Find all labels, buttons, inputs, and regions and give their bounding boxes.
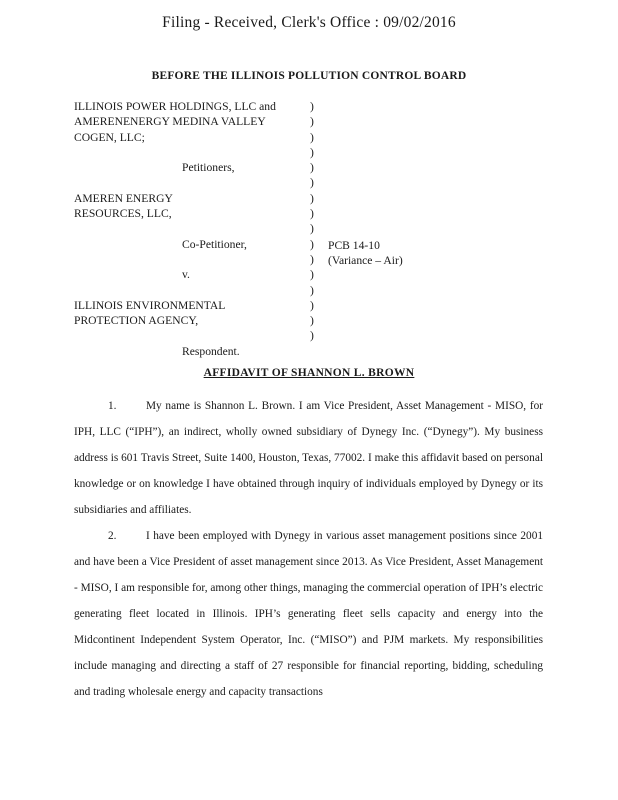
case-caption-parties [74,99,314,359]
case-type: (Variance – Air) [328,254,403,268]
case-number: PCB 14-10 [328,239,380,252]
paren: ) [310,130,314,144]
petitioners-line-2: AMERENENERGY MEDINA VALLEY [74,115,266,129]
paren: ) [310,268,314,282]
filing-stamp: Filing - Received, Clerk's Office : 09/02/2016 [162,14,456,31]
respondent-line-2: PROTECTION AGENCY, [74,314,199,328]
paragraph-text: I have been employed with Dynegy in various asset management positions since 2001 and have been a Vice President of asset management since 2013. As Vice President, Asset Management - MISO, I am responsible for, among other things, managing the commercial operation of IPH’s electric generating fleet located in Illinois. IPH’s generating fleet sells capacity and energy into the Midcontinent Independent System Operator, Inc. (“MISO”) and PJM markets. My responsibilities include managing and directing a staff of 27 responsible for financial reporting, bidding, scheduling and trading wholesale energy and capacity transactions [74,530,543,698]
paren: ) [310,176,314,190]
affidavit-title: AFFIDAVIT OF SHANNON L. BROWN [203,367,415,379]
paren: ) [310,115,314,129]
petitioners-line-1: ILLINOIS POWER HOLDINGS, LLC and [74,100,276,113]
paren: ) [310,222,314,236]
paragraph-1 [74,393,543,523]
paren: ) [310,314,314,328]
petitioners-line-3: COGEN, LLC; [74,130,145,144]
respondent-role: Respondent. [182,344,240,358]
case-number-block [328,238,403,269]
paragraph-2 [74,523,543,705]
paragraph-text: My name is Shannon L. Brown. I am Vice President, Asset Management - MISO, for IPH, LLC (“IPH”), an indirect, wholly owned subsidiary of Dynegy Inc. (“Dynegy”). My business address is 601 Travis Street, Suite 1400, Houston, Texas, 77002. I make this affidavit based on personal knowledge or on knowledge I have obtained through inquiry of individuals employed by Dynegy or its subsidiaries and affiliates. [74,400,543,516]
paren: ) [310,237,314,251]
copetitioner-role: Co-Petitioner, [182,237,247,251]
copetitioner-line-1: AMEREN ENERGY [74,191,173,205]
paren: ) [310,283,314,297]
caption-parenthesis-column [310,99,314,344]
copetitioner-line-2: RESOURCES, LLC, [74,207,172,221]
paren: ) [310,329,314,343]
paren: ) [310,161,314,175]
paren: ) [310,298,314,312]
respondent-line-1: ILLINOIS ENVIRONMENTAL [74,298,226,312]
board-title: BEFORE THE ILLINOIS POLLUTION CONTROL BOARD [151,70,467,82]
versus: v. [182,268,190,282]
paragraph-number: 2. [108,530,117,542]
paren: ) [310,252,314,266]
petitioners-role: Petitioners, [182,161,235,175]
paren: ) [310,207,314,221]
affidavit-body [74,393,543,705]
paren: ) [310,145,314,159]
paren: ) [310,100,314,113]
paren: ) [310,191,314,205]
paragraph-number: 1. [108,400,117,412]
